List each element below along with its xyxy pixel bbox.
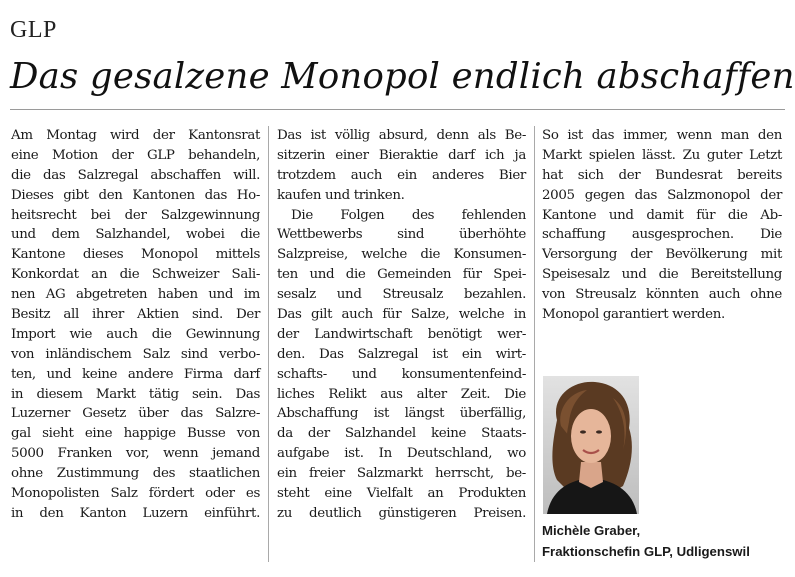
text-line: gal sieht eine happige Busse von xyxy=(11,426,260,442)
text-line: Das gilt auch für Salze, welche in xyxy=(277,307,526,323)
text-line: Monopolisten Salz fördert oder es xyxy=(11,486,260,502)
text-line: Import wie auch die Gewinnung xyxy=(11,326,260,342)
text-line: Kantone dieses Monopol mittels xyxy=(11,247,260,263)
text-line: ein freier Salzmarkt herrscht, be- xyxy=(277,466,526,482)
text-line: heitsrecht bei der Salzgewinnung xyxy=(11,207,260,223)
text-line: 2005 gegen das Salzmonopol der xyxy=(542,187,782,203)
text-line: ten, und keine andere Firma darf xyxy=(11,366,260,382)
text-line: von inländischem Salz sind verbo- xyxy=(11,346,260,362)
text-line: Markt spielen lässt. Zu guter Letzt xyxy=(542,147,782,163)
article-column-1 xyxy=(11,126,260,524)
column-divider xyxy=(268,126,269,562)
column-divider xyxy=(534,126,535,562)
text-line: eine Motion der GLP behandeln, xyxy=(11,147,260,163)
text-line: aufgabe ist. In Deutschland, wo xyxy=(277,446,526,462)
text-line: die das Salzregal abschaffen will. xyxy=(11,167,260,183)
text-line: ten und die Gemeinden für Spei- xyxy=(277,267,526,283)
headline: Das gesalzene Monopol endlich abschaffen xyxy=(10,56,795,97)
text-line: Konkordat an die Schweizer Sali- xyxy=(11,267,260,283)
text-line: 5000 Franken vor, wenn jemand xyxy=(11,446,260,462)
text-line: Salzpreise, welche die Konsumen- xyxy=(277,247,526,263)
kicker-label: GLP xyxy=(10,17,57,43)
text-line: der Landwirtschaft benötigt wer- xyxy=(277,326,526,342)
text-line: kaufen und trinken. xyxy=(277,187,405,203)
text-line: trotzdem auch ein anderes Bier xyxy=(277,167,526,183)
author-role: Fraktionschefin GLP, Udligenswil xyxy=(542,544,750,559)
text-line: Kantone und damit für die Ab- xyxy=(542,207,782,223)
text-line: Versorgung der Bevölkerung mit xyxy=(542,247,782,263)
text-line: in den Kanton Luzern einführt. xyxy=(11,505,260,521)
text-line: hat sich der Bundesrat bereits xyxy=(542,167,782,183)
text-line: So ist das immer, wenn man den xyxy=(542,128,782,143)
text-line: da der Salzhandel keine Staats- xyxy=(277,426,526,442)
text-line: in diesem Markt tätig sein. Das xyxy=(11,386,260,402)
text-line: Speisesalz und die Bereitstellung xyxy=(542,267,782,283)
text-line: und dem Salzhandel, wobei die xyxy=(11,227,260,243)
author-caption xyxy=(542,520,750,562)
text-line: schafts- und konsumentenfeind- xyxy=(277,366,526,382)
text-line: Monopol garantiert werden. xyxy=(542,307,725,323)
text-line: den. Das Salzregal ist ein wirt- xyxy=(277,346,526,362)
text-line: Am Montag wird der Kantonsrat xyxy=(11,128,260,143)
text-line: Abschaffung ist längst überfällig, xyxy=(277,406,526,422)
author-photo xyxy=(543,376,639,514)
text-line: liches Relikt aus alter Zeit. Die xyxy=(277,386,526,402)
text-line: nen AG abgetreten haben und im xyxy=(11,287,260,303)
text-line: sesalz und Streusalz bezahlen. xyxy=(277,287,526,303)
text-line: Dieses gibt den Kantonen das Ho- xyxy=(11,187,260,203)
headline-divider xyxy=(10,109,785,110)
author-name: Michèle Graber, xyxy=(542,523,641,538)
text-line: steht eine Vielfalt an Produkten xyxy=(277,486,526,502)
article-column-3 xyxy=(542,126,782,325)
text-line: Wettbewerbs sind überhöhte xyxy=(277,227,526,243)
text-line: schaffung ausgesprochen. Die xyxy=(542,227,782,243)
text-line: ohne Zustimmung des staatlichen xyxy=(11,466,260,482)
text-line: zu deutlich günstigeren Preisen. xyxy=(277,505,526,521)
text-line: von Streusalz könnten auch ohne xyxy=(542,287,782,303)
text-line: Das ist völlig absurd, denn als Be- xyxy=(277,128,526,143)
text-line: sitzerin einer Bieraktie darf ich ja xyxy=(277,147,526,163)
text-line: Die Folgen des fehlenden xyxy=(291,207,526,223)
article-column-2 xyxy=(277,126,526,524)
text-line: Besitz all ihrer Aktien sind. Der xyxy=(11,307,260,323)
text-line: Luzerner Gesetz über das Salzre- xyxy=(11,406,260,422)
